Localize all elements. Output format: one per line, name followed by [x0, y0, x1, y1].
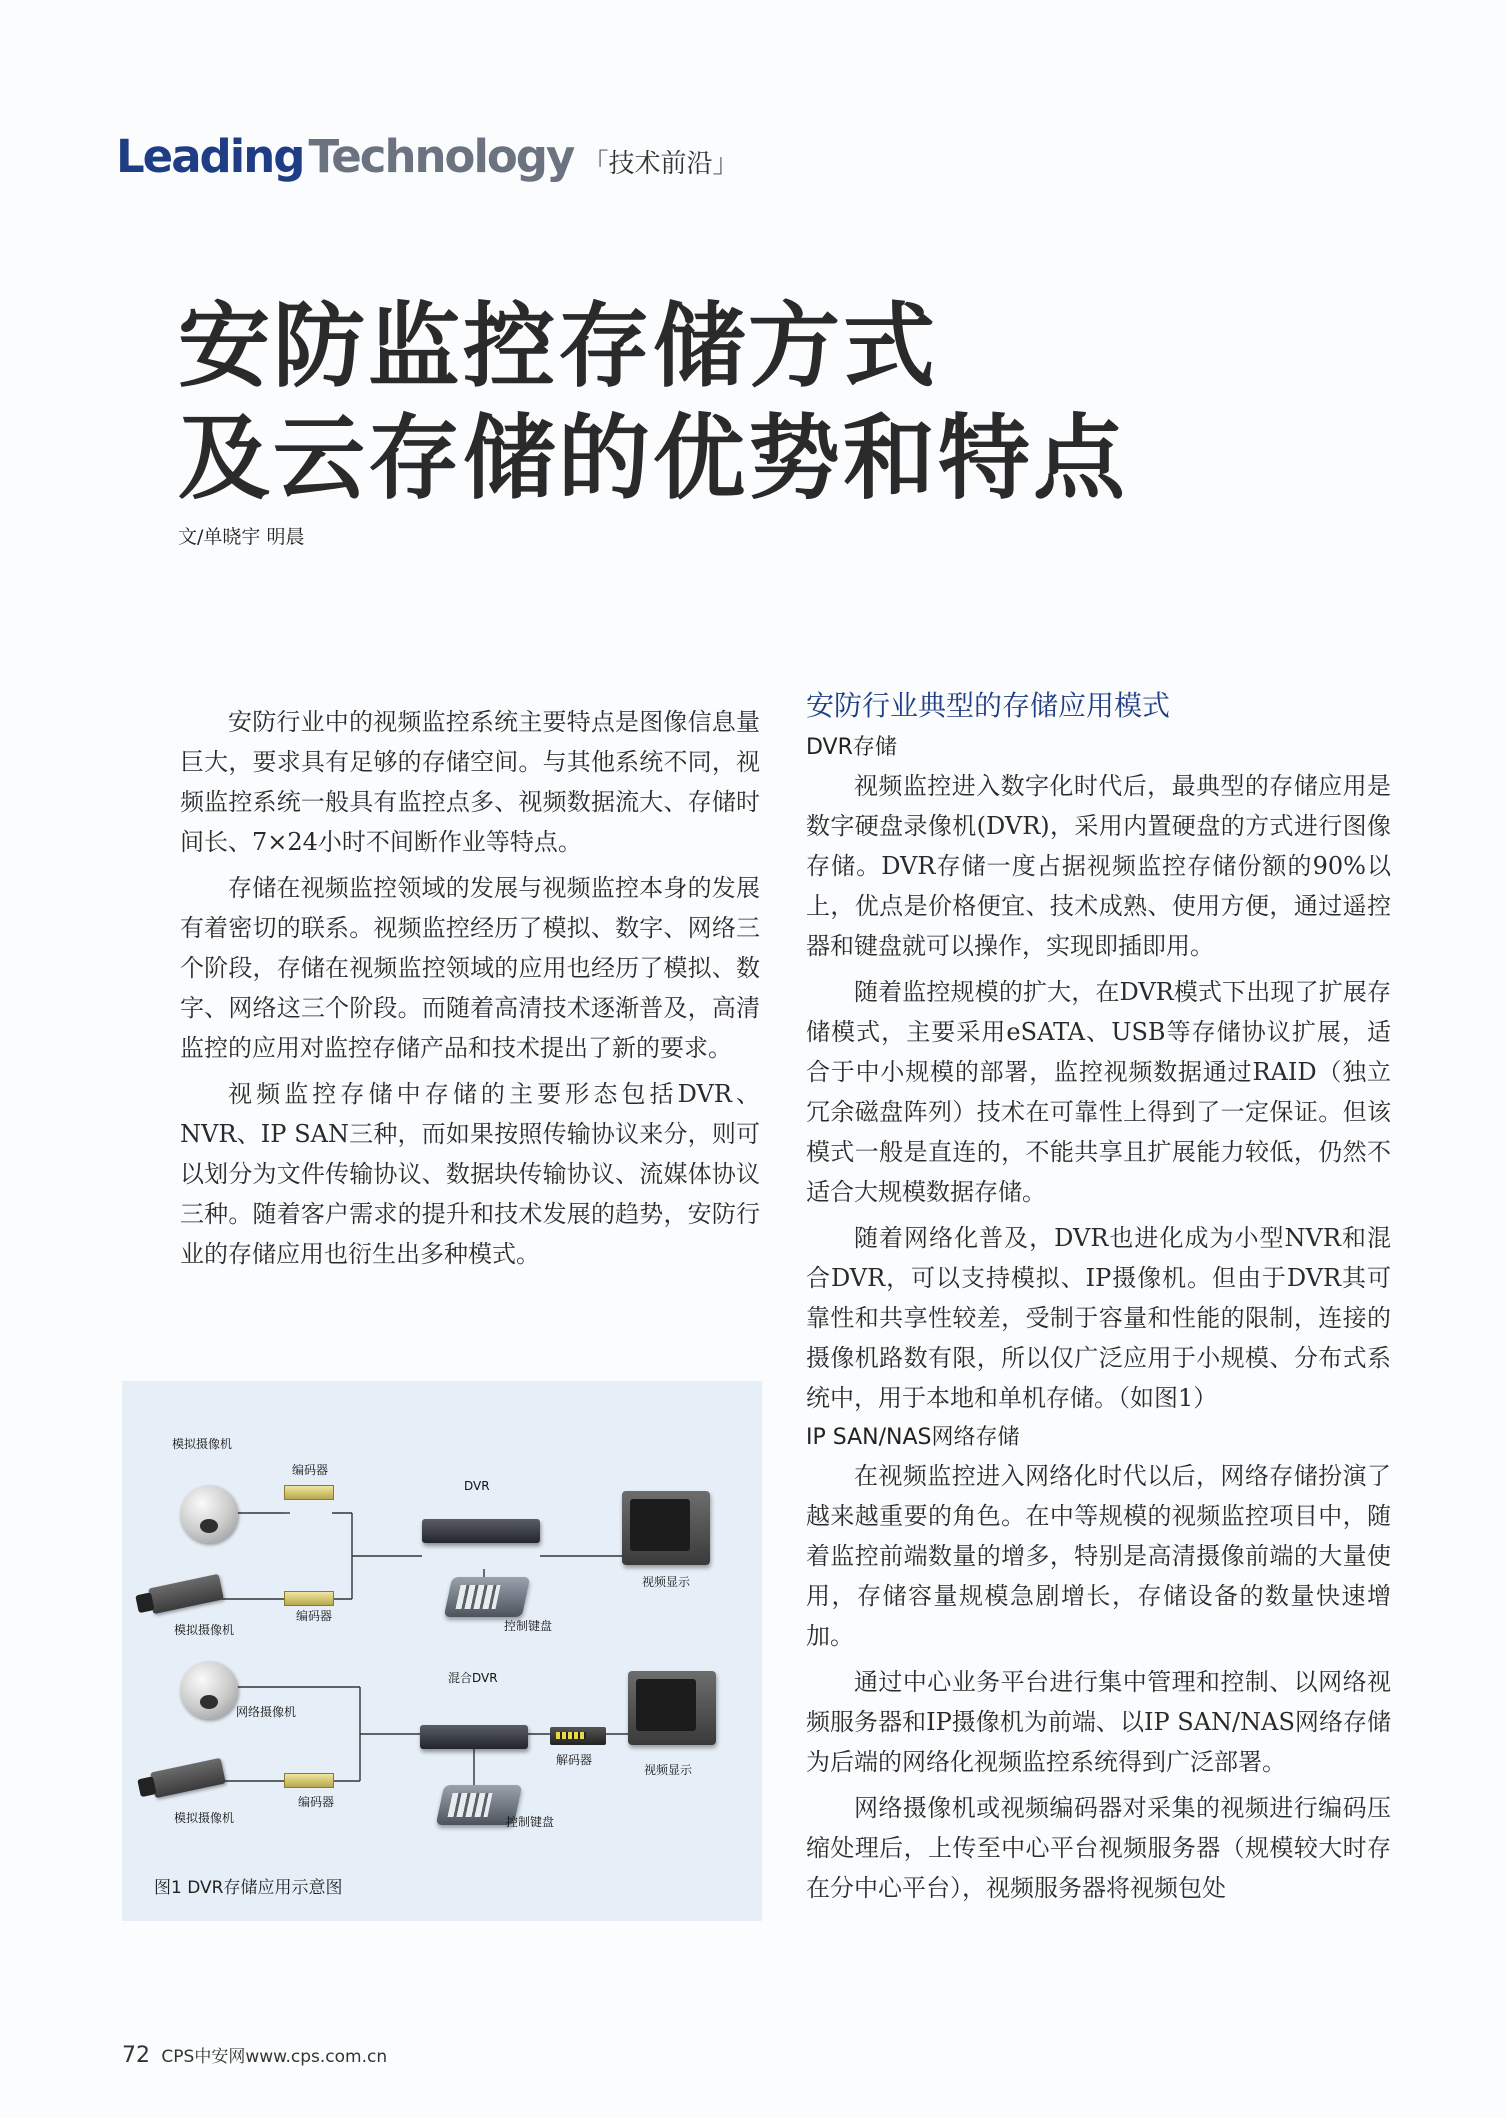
paragraph: 随着网络化普及，DVR也进化成为小型NVR和混合DVR，可以支持模拟、IP摄像机。但由于DVR其可靠性和共享性较差，受制于容量和性能的限制，连接的摄像机路数有限，所以仅广泛应用于小规模、分布式系统中，用于本地和单机存储。（如图1） — [806, 1224, 1391, 1412]
title-line-1: 安防监控存储方式 — [178, 292, 939, 400]
label-control-keyboard: 控制键盘 — [504, 1619, 553, 1633]
page-number: 72 — [122, 2043, 150, 2068]
dome-camera-icon — [180, 1661, 238, 1719]
section-header — [116, 130, 738, 183]
title-line-2: 及云存储的优势和特点 — [178, 404, 1129, 512]
dvr-icon — [422, 1519, 540, 1543]
hybrid-dvr-icon — [420, 1725, 528, 1749]
label-encoder: 编码器 — [298, 1795, 335, 1809]
dvr-heading: DVR存储 — [806, 735, 897, 760]
encoder-icon — [284, 1773, 334, 1788]
label-hybrid-dvr: 混合DVR — [448, 1671, 498, 1685]
label-encoder: 编码器 — [296, 1609, 333, 1623]
label-decoder: 解码器 — [556, 1753, 593, 1767]
paragraph: 视频监控存储中存储的主要形态包括DVR、NVR、IP SAN三种，而如果按照传输协议来分，则可以划分为文件传输协议、数据块传输协议、流媒体协议三种。随着客户需求的提升和技术发展的趋势，安防行业的存储应用也衍生出多种模式。 — [180, 1080, 760, 1268]
paragraph: 安防行业中的视频监控系统主要特点是图像信息量巨大，要求具有足够的存储空间。与其他系统不同，视频监控系统一般具有监控点多、视频数据流大、存储时间长、7×24小时不间断作业等特点。 — [180, 708, 760, 856]
paragraph: 网络摄像机或视频编码器对采集的视频进行编码压缩处理后，上传至中心平台视频服务器（规模较大时存在分中心平台），视频服务器将视频包处 — [806, 1794, 1391, 1902]
label-network-camera: 网络摄像机 — [236, 1705, 297, 1719]
header-leading: Leading — [116, 130, 304, 183]
encoder-icon — [284, 1591, 334, 1606]
encoder-icon — [284, 1485, 334, 1500]
connection-lines — [122, 1381, 762, 1921]
right-column — [806, 688, 1391, 1908]
label-encoder: 编码器 — [292, 1463, 329, 1477]
monitor-icon — [628, 1671, 716, 1745]
paragraph: 在视频监控进入网络化时代以后，网络存储扮演了越来越重要的角色。在中等规模的视频监控项目中，随着监控前端数量的增多，特别是高清摄像前端的大量使用，存储容量规模急剧增长，存储设备的数量快速增加。 — [806, 1462, 1391, 1650]
label-analog-camera: 模拟摄像机 — [174, 1811, 235, 1825]
decoder-icon — [550, 1727, 606, 1745]
paragraph: 存储在视频监控领域的发展与视频监控本身的发展有着密切的联系。视频监控经历了模拟、数字、网络三个阶段，存储在视频监控领域的应用也经历了模拟、数字、网络这三个阶段。而随着高清技术逐渐普及，高清监控的应用对监控存储产品和技术提出了新的要求。 — [180, 874, 760, 1062]
author-line: 文/单晓宇 明晨 — [178, 526, 305, 548]
dome-camera-icon — [180, 1485, 238, 1543]
paragraph: 通过中心业务平台进行集中管理和控制、以网络视频服务器和IP摄像机为前端、以IP SAN/NAS网络存储为后端的网络化视频监控系统得到广泛部署。 — [806, 1668, 1391, 1776]
header-category: 「技术前沿」 — [582, 149, 739, 179]
page-footer — [122, 2042, 387, 2068]
figure-caption: 图1 DVR存储应用示意图 — [154, 1878, 343, 1898]
article-title — [178, 290, 1128, 514]
header-technology: Technology — [308, 130, 574, 183]
left-column — [180, 702, 760, 1274]
keyboard-icon — [444, 1577, 531, 1617]
figure-dvr-diagram — [122, 1381, 762, 1921]
label-analog-camera: 模拟摄像机 — [174, 1623, 235, 1637]
section-title: 安防行业典型的存储应用模式 — [806, 689, 1171, 722]
monitor-icon — [622, 1491, 710, 1565]
label-analog-camera: 模拟摄像机 — [172, 1437, 233, 1451]
label-video-display: 视频显示 — [642, 1575, 691, 1589]
label-video-display: 视频显示 — [644, 1763, 693, 1777]
label-control-keyboard: 控制键盘 — [506, 1815, 555, 1829]
label-dvr: DVR — [464, 1479, 490, 1493]
paragraph: 视频监控进入数字化时代后，最典型的存储应用是数字硬盘录像机(DVR)，采用内置硬盘的方式进行图像存储。DVR存储一度占据视频监控存储份额的90%以上，优点是价格便宜、技术成熟、使用方便，通过遥控器和键盘就可以操作，实现即插即用。 — [806, 772, 1391, 960]
publication-url: CPS中安网www.cps.com.cn — [161, 2047, 388, 2067]
paragraph: 随着监控规模的扩大，在DVR模式下出现了扩展存储模式，主要采用eSATA、USB等存储协议扩展，适合于中小规模的部署，监控视频数据通过RAID（独立冗余磁盘阵列）技术在可靠性上得到了一定保证。但该模式一般是直连的，不能共享且扩展能力较低，仍然不适合大规模数据存储。 — [806, 978, 1391, 1206]
ipsan-heading: IP SAN/NAS网络存储 — [806, 1425, 1020, 1450]
